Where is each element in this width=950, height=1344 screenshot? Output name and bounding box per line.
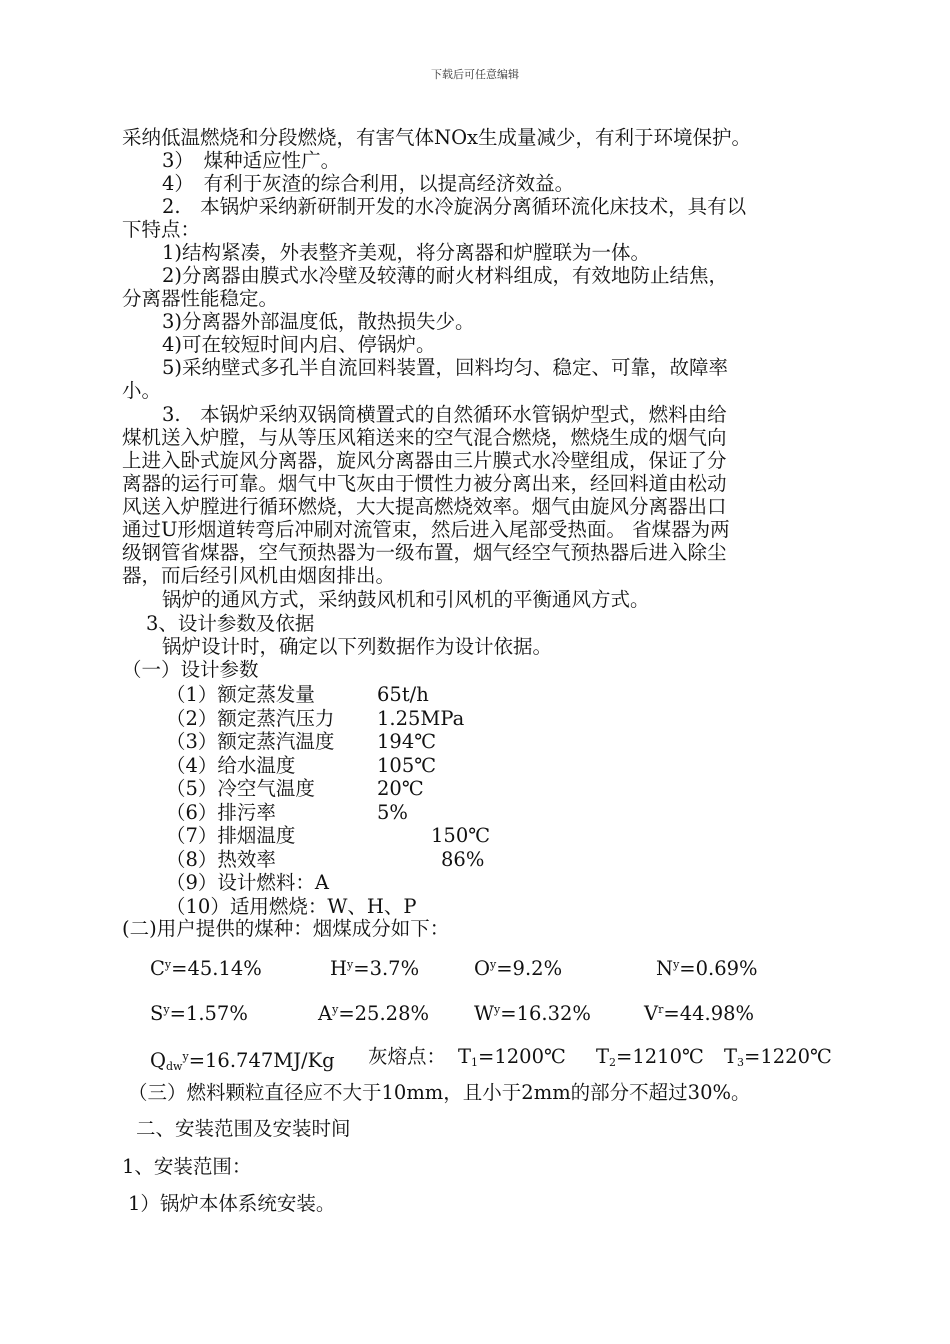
ash-fusion-t1: $T_1=1200℃$ bbox=[458, 1045, 566, 1069]
heating-value: $Q_{dw}^y=16.747MJ/Kg$ bbox=[150, 1049, 335, 1073]
body-line: 3） 煤种适应性广。 bbox=[162, 149, 341, 172]
section-heading: 3、设计参数及依据 bbox=[146, 612, 315, 635]
ash-fusion-t3: $T_3=1220℃$ bbox=[724, 1045, 832, 1069]
body-line: 锅炉的通风方式，采纳鼓风机和引风机的平衡通风方式。 bbox=[162, 588, 650, 611]
body-line: 4） 有利于灰渣的综合利用，以提高经济效益。 bbox=[162, 172, 575, 195]
body-line: 1）锅炉本体系统安装。 bbox=[128, 1192, 336, 1215]
param-value: 65t/h bbox=[377, 683, 429, 706]
coal-item: $V^r=44.98\%$ bbox=[644, 1002, 755, 1025]
body-line: 3)分离器外部温度低，散热损失少。 bbox=[162, 310, 475, 333]
param-value: 1.25MPa bbox=[377, 707, 465, 730]
param-label: （3）额定蒸汽温度 bbox=[166, 730, 335, 753]
body-line: 通过U形烟道转弯后冲刷对流管束，然后进入尾部受热面。 省煤器为两 bbox=[122, 518, 730, 541]
coal-item: $O^y=9.2\%$ bbox=[474, 957, 563, 980]
body-line: 级钢管省煤器，空气预热器为一级布置，烟气经空气预热器后进入除尘 bbox=[122, 541, 727, 564]
body-line: 下特点： bbox=[122, 218, 201, 241]
param-value: 150℃ bbox=[431, 824, 491, 847]
body-line: 锅炉设计时，确定以下列数据作为设计依据。 bbox=[162, 635, 553, 658]
body-line: 煤机送入炉膛，与从等压风箱送来的空气混合燃烧，燃烧生成的烟气向 bbox=[122, 426, 727, 449]
body-line: 分离器性能稳定。 bbox=[122, 287, 279, 310]
param-label: （7）排烟温度 bbox=[166, 824, 296, 847]
param-value: 86% bbox=[441, 848, 485, 871]
body-line: 1)结构紧凑，外表整齐美观，将分离器和炉膛联为一体。 bbox=[162, 241, 651, 264]
param-label: （2）额定蒸汽压力 bbox=[166, 707, 335, 730]
coal-intro: (二)用户提供的煤种：烟煤成分如下： bbox=[122, 917, 450, 940]
body-line: 离器的运行可靠。烟气中飞灰由于惯性力被分离出来，经回料道由松动 bbox=[122, 472, 727, 495]
section-heading: 二、安装范围及安装时间 bbox=[136, 1117, 351, 1140]
body-line: 风送入炉膛进行循环燃烧，大大提高燃烧效率。烟气由旋风分离器出口 bbox=[122, 495, 727, 518]
coal-item: $C^y=45.14\%$ bbox=[150, 957, 262, 980]
body-line: 采纳低温燃烧和分段燃烧，有害气体NOx生成量减少，有利于环境保护。 bbox=[122, 126, 752, 149]
param-label: （9）设计燃料：A bbox=[166, 871, 329, 894]
coal-item: $S^y=1.57\%$ bbox=[150, 1002, 248, 1025]
section-heading: 1、安装范围： bbox=[122, 1155, 252, 1178]
param-value: 105℃ bbox=[377, 754, 437, 777]
param-label: （1）额定蒸发量 bbox=[166, 683, 315, 706]
coal-item: $H^y=3.7\%$ bbox=[330, 957, 420, 980]
coal-item: $W^y=16.32\%$ bbox=[474, 1002, 591, 1025]
coal-item: $A^y=25.28\%$ bbox=[318, 1002, 430, 1025]
body-line: 5)采纳壁式多孔半自流回料装置，回料均匀、稳定、可靠，故障率 bbox=[162, 356, 729, 379]
param-label: （10）适用燃烧：W、H、P bbox=[166, 895, 417, 918]
page-header: 下载后可任意编辑 bbox=[431, 68, 519, 81]
body-line: 3. 本锅炉采纳双锅筒横置式的自然循环水管锅炉型式，燃料由给 bbox=[162, 403, 727, 426]
body-line: 2. 本锅炉采纳新研制开发的水冷旋涡分离循环流化床技术，具有以 bbox=[162, 195, 747, 218]
body-line: 4)可在较短时间内启、停锅炉。 bbox=[162, 333, 436, 356]
section-heading: （一）设计参数 bbox=[122, 658, 259, 681]
param-label: （6）排污率 bbox=[166, 801, 276, 824]
param-value: 5% bbox=[377, 801, 408, 824]
body-line: 小。 bbox=[122, 379, 162, 402]
param-label: （8）热效率 bbox=[166, 848, 276, 871]
param-value: 20℃ bbox=[377, 777, 424, 800]
body-line: 上进入卧式旋风分离器，旋风分离器由三片膜式水冷壁组成，保证了分 bbox=[122, 449, 727, 472]
ash-fusion-t2: $T_2=1210℃$ bbox=[596, 1045, 704, 1069]
param-label: （4）给水温度 bbox=[166, 754, 296, 777]
fuel-particle-note: （三）燃料颗粒直径应不大于10mm，且小于2mm的部分不超过30%。 bbox=[128, 1081, 751, 1104]
param-value: 194℃ bbox=[377, 730, 437, 753]
body-line: 2)分离器由膜式水冷壁及较薄的耐火材料组成，有效地防止结焦， bbox=[162, 264, 729, 287]
body-line: 器，而后经引风机由烟囱排出。 bbox=[122, 564, 396, 587]
param-label: （5）冷空气温度 bbox=[166, 777, 315, 800]
coal-item: $N^y=0.69\%$ bbox=[656, 957, 758, 980]
ash-fusion-label: 灰熔点： bbox=[368, 1045, 447, 1068]
